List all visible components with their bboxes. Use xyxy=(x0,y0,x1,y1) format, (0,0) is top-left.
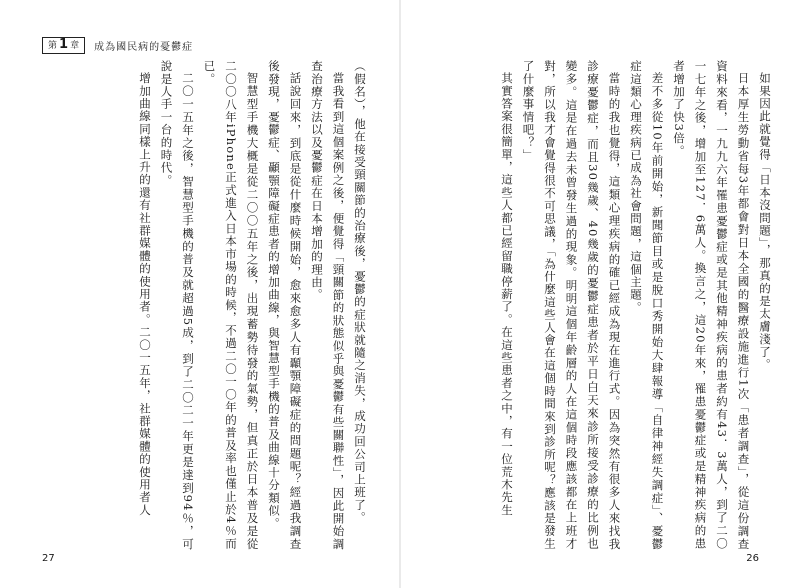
right-page xyxy=(400,0,799,588)
chapter-suffix: 章 xyxy=(70,40,80,51)
page-number-right: 26 xyxy=(746,553,759,564)
chapter-number: 1 xyxy=(59,36,69,52)
chapter-title: 成為國民病的憂鬱症 xyxy=(94,41,194,53)
paragraph: （假名），他在接受頸關節的治療後，憂鬱的症狀就隨之消失，成功回公司上班了。 xyxy=(353,60,367,525)
page-number-left: 27 xyxy=(42,553,55,564)
chapter-badge xyxy=(42,37,85,54)
paragraph: 日本厚生勞動省每3年都會對日本全國的醫療設施進行1次「患者調查」，從這份調查資料來看，一九九六年罹患憂鬱症或是其他精神疾病的患者約有43．3萬人，到了二〇一七年之後，增加至127．6萬人。換言之，這20年來，罹患憂鬱症或是精神疾病的患者增加了快3倍。 xyxy=(672,60,751,550)
right-page-text xyxy=(450,60,775,550)
paragraph: 如果因此就覺得「日本沒問題」，那真的是太膚淺了。 xyxy=(758,71,772,371)
paragraph: 當我看到這個案例之後，便覺得「頸關節的狀態似乎與憂鬱有些關聯性」，因此開始調查治療方法以及憂鬱症在日本增加的理由。 xyxy=(310,60,346,550)
paragraph: 智慧型手機大概是從二〇〇五年之後，出現蓄勢待發的氣勢，但真正於日本普及是從二〇〇八年iPhone正式進入日本市場的時候，不過二〇一〇年的普及率也僅止於4％而已。 xyxy=(202,60,260,550)
chapter-prefix: 第 xyxy=(48,40,58,51)
paragraph: 當時的我也覺得，這類心理疾病的確已經成為現在進行式。因為突然有很多人來找我診療憂鬱症，而且30幾歲、40幾歲的憂鬱症患者於平日白天來診所接受診療的比例也變多。這是在過去未曾發生過的現象。明明這個年齡層的人在這個時段應該都在上班才對，所以我才會覺得很不可思議，「為什麼這些人會在這個時間來到診所呢？應該是發生了什麼事情吧？」 xyxy=(521,60,622,550)
paragraph: 其實答案很簡單，這些人都已經留職停薪了。在這些患者之中，有一位荒木先生 xyxy=(500,71,514,516)
paragraph: 二〇一五年之後，智慧型手機的普及就超過5成，到了二〇二一年更是達到94％，可說是人手一台的時代。 xyxy=(159,60,195,550)
paragraph: 增加曲線同樣上升的還有社群媒體的使用者。二〇一五年，社群媒體的使用者人 xyxy=(138,71,152,516)
left-page-text xyxy=(45,60,370,550)
paragraph: 差不多從10年前開始，新聞節目或是脫口秀開始大肆報導「自律神經失調症」、憂鬱症這類心理疾病已成為社會問題，這個主題。 xyxy=(629,60,665,550)
running-header xyxy=(42,37,193,53)
paragraph: 話說回來，到底是從什麼時候開始，愈來愈多人有顳顎障礙症的問題呢？經過我調查後發現，憂鬱症、顳顎障礙症患者的增加曲線，與智慧型手機的普及曲線十分類似。 xyxy=(267,60,303,550)
